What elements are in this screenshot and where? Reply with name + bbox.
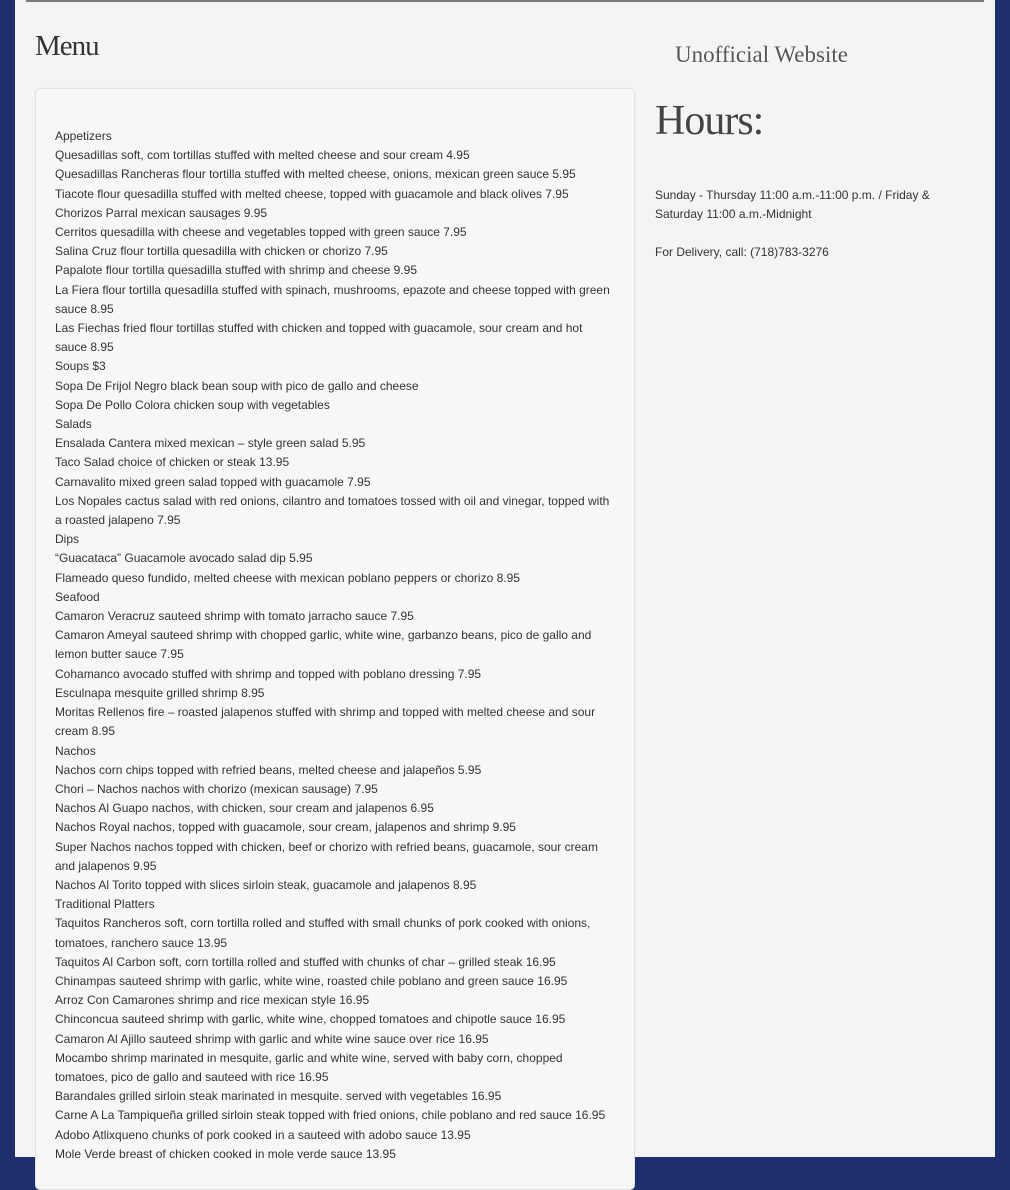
menu-line: Super Nachos nachos topped with chicken, beef or chorizo with refried beans, guacamole, sour cream and jalapenos 9.95 [55,839,598,873]
menu-line: Salads [55,417,92,432]
menu-line: Arroz Con Camarones shrimp and rice mexican style 16.95 [55,993,370,1008]
sidebar [655,96,955,263]
menu-line: La Fiera flour tortilla quesadilla stuffed with spinach, mushrooms, epazote and cheese topped with green sauce 8.95 [55,282,610,316]
menu-line: Esculnapa mesquite grilled shrimp 8.95 [55,685,265,700]
menu-line: Taquitos Al Carbon soft, corn tortilla rolled and stuffed with chunks of char – grilled steak 16.95 [55,954,556,969]
menu-line: Nachos Royal nachos, topped with guacamole, sour cream, jalapenos and shrimp 9.95 [55,820,516,835]
menu-line: Los Nopales cactus salad with red onions, cilantro and tomatoes tossed with oil and vinegar, topped with a roasted jalapeno 7.95 [55,493,610,528]
menu-line: Nachos corn chips topped with refried beans, melted cheese and jalapeños 5.95 [55,762,482,777]
menu-line: Chinampas sauteed shrimp with garlic, white wine, roasted chile poblano and green sauce 16.95 [55,973,568,988]
menu-line: Nachos Al Guapo nachos, with chicken, sour cream and jalapenos 6.95 [55,801,434,816]
menu-line: Cerritos quesadilla with cheese and vegetables topped with green sauce 7.95 [55,225,467,240]
menu-list [55,127,615,1164]
menu-line: Appetizers [55,129,112,143]
menu-line: Cohamanco avocado stuffed with shrimp and topped with poblano dressing 7.95 [55,666,482,681]
menu-line: Chori – Nachos nachos with chorizo (mexican sausage) 7.95 [55,781,378,796]
menu-line: Camaron Ameyal sauteed shrimp with chopped garlic, white wine, garbanzo beans, pico de gallo and lemon butter sauce 7.95 [55,628,592,662]
menu-line: Traditional Platters [55,897,155,912]
menu-line: Nachos [55,743,96,758]
page-container [15,0,995,1161]
menu-line: Taco Salad choice of chicken or steak 13.95 [55,455,290,470]
menu-line: Dips [55,532,80,547]
menu-line: Tiacote flour quesadilla stuffed with melted cheese, topped with guacamole and black olives 7.95 [55,186,569,201]
menu-line: Mole Verde breast of chicken cooked in mole verde sauce 13.95 [55,1146,396,1161]
menu-line: Chinconcua sauteed shrimp with garlic, white wine, chopped tomatoes and chipotle sauce 16.95 [55,1012,566,1027]
site-tagline: Unofficial Website [675,42,848,67]
menu-line: Carnavalito mixed green salad topped with guacamole 7.95 [55,474,371,489]
menu-line: Camaron Al Ajillo sauteed shrimp with garlic and white wine sauce over rice 16.95 [55,1031,489,1046]
delivery-phone: For Delivery, call: (718)783-3276 [655,245,829,260]
menu-line: Ensalada Cantera mixed mexican – style green salad 5.95 [55,436,366,451]
menu-line: Salina Cruz flour tortilla quesadilla with chicken or chorizo 7.95 [55,244,388,259]
menu-line: Camaron Veracruz sauteed shrimp with tomato jarracho sauce 7.95 [55,609,414,624]
menu-line: Papalote flour tortilla quesadilla stuffed with shrimp and cheese 9.95 [55,263,417,278]
menu-line: Seafood [55,589,100,604]
menu-line: Quesadillas soft, com tortillas stuffed with melted cheese and sour cream 4.95 [55,148,470,163]
menu-line: Las Fiechas fried flour tortillas stuffed with chicken and topped with guacamole, sour cream and hot sauce 8.95 [55,321,583,355]
menu-line: Mocambo shrimp marinated in mesquite, garlic and white wine, served with baby corn, chopped tomatoes, pico de gallo and sauteed with rice 16.95 [55,1050,563,1084]
menu-line: Moritas Rellenos fire – roasted jalapenos stuffed with shrimp and topped with melted cheese and sour cream 8.95 [55,705,596,739]
menu-line: Soups $3 [55,359,106,374]
menu-line: Flameado queso fundido, melted cheese with mexican poblano peppers or chorizo 8.95 [55,570,520,585]
page-title: Menu [35,30,99,62]
menu-line: Sopa De Frijol Negro black bean soup with pico de gallo and cheese [55,378,419,393]
menu-line: Nachos Al Torito topped with slices sirloin steak, guacamole and jalapenos 8.95 [55,877,477,892]
hours-title: Hours: [655,98,764,144]
menu-line: Barandales grilled sirloin steak marinated in mesquite. served with vegetables 16.95 [55,1089,502,1104]
menu-line: Carne A La Tampiqueña grilled sirloin steak topped with fried onions, chile poblano and red sauce 16.95 [55,1108,606,1123]
menu-line: Sopa De Pollo Colora chicken soup with vegetables [55,397,330,412]
menu-card [35,88,635,1190]
top-border [26,0,984,2]
menu-line: Adobo Atlixqueno chunks of pork cooked in a sauteed with adobo sauce 13.95 [55,1127,471,1142]
menu-line: Taquitos Rancheros soft, corn tortilla rolled and stuffed with small chunks of pork cooked with onions, tomatoes, ranchero sauce 13.95 [55,916,591,950]
menu-line: Quesadillas Rancheras flour tortilla stuffed with melted cheese, onions, mexican green sauce 5.95 [55,167,576,182]
hours-text: Sunday - Thursday 11:00 a.m.-11:00 p.m. / Friday & Saturday 11:00 a.m.-Midnight [655,188,930,222]
menu-line: “Guacataca” Guacamole avocado salad dip 5.95 [55,551,313,566]
menu-line: Chorizos Parral mexican sausages 9.95 [55,205,268,220]
